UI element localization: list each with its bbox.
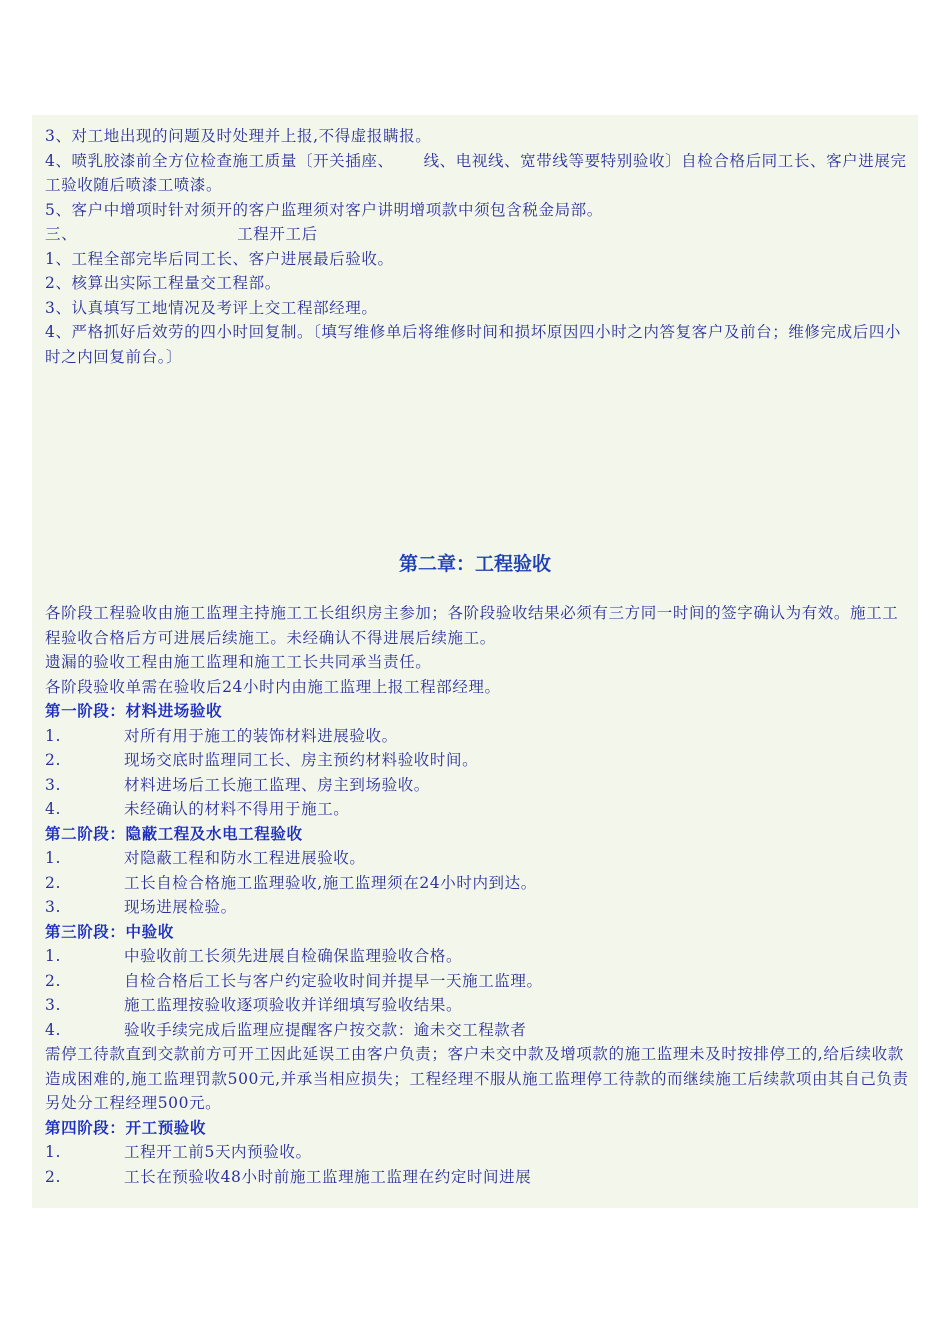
stage-title: 第一阶段：材料进场验收	[45, 702, 223, 720]
item-3: 3、对工地出现的问题及时处理并上报,不得虚报瞒报。	[45, 127, 432, 145]
item-number: 1.	[45, 947, 61, 965]
item-number: 3.	[45, 898, 61, 916]
item-text: 对隐蔽工程和防水工程进展验收。	[124, 849, 366, 867]
section-heading-text: 工程开工后	[237, 225, 318, 243]
item-text: 施工监理按验收逐项验收并详细填写验收结果。	[124, 996, 463, 1014]
item-number: 1.	[45, 726, 61, 745]
item-number: 2.	[45, 971, 61, 990]
list-item	[45, 871, 909, 896]
item-5: 5、客户中增项时针对须开的客户监理须对客户讲明增项款中须包含税金局部。	[45, 200, 603, 219]
item-number: 1.	[45, 849, 61, 867]
list-item	[45, 969, 909, 994]
intro-paragraph: 遗漏的验收工程由施工监理和施工工长共同承当责任。	[45, 653, 432, 671]
item-4-part-b: 线、电视线、宽带线等要特别验收〕自检合格后同工长、客户进展完工验收随后喷漆工喷漆。	[45, 151, 907, 194]
list-item	[45, 1165, 909, 1190]
item-number: 4.	[45, 800, 61, 818]
item-4	[45, 149, 909, 198]
item-text: 对所有用于施工的装饰材料进展验收。	[124, 726, 398, 745]
item-4-part-a: 4、喷乳胶漆前全方位检查施工质量〔开关插座、	[45, 151, 394, 170]
stage-title: 第四阶段：开工预验收	[45, 1118, 207, 1137]
item-number: 3.	[45, 775, 61, 794]
section-heading-num: 三、	[45, 225, 78, 243]
item-number: 2.	[45, 751, 61, 769]
section-heading	[45, 222, 909, 247]
item-text: 材料进场后工长施工监理、房主到场验收。	[124, 775, 430, 794]
list-item	[45, 1018, 909, 1043]
list-item	[45, 797, 909, 822]
item-number: 4.	[45, 1020, 61, 1039]
after-item: 3、认真填写工地情况及考评上交工程部经理。	[45, 298, 378, 317]
after-item: 1、工程全部完毕后同工长、客户进展最后验收。	[45, 249, 394, 268]
section-acceptance	[45, 601, 909, 1189]
chapter-title: 第二章：工程验收	[398, 553, 551, 575]
item-number: 2.	[45, 873, 61, 892]
after-item: 2、核算出实际工程量交工程部。	[45, 274, 281, 292]
stage-title: 第二阶段：隐蔽工程及水电工程验收	[45, 824, 303, 843]
item-number: 3.	[45, 996, 61, 1014]
item-text: 工长在预验收48小时前施工监理施工监理在约定时间进展	[124, 1167, 532, 1186]
section-top	[45, 124, 909, 369]
stage-note: 需停工待款直到交款前方可开工因此延误工由客户负责；客户未交中款及增项款的施工监理未及时按排停工的,给后续收款造成困难的,施工监理罚款500元,并承当相应损失；工程经理不服从施工监理停工待款的而继续施工后续款项由其自己负责另处分工程经理500元。	[45, 1045, 909, 1112]
item-text: 现场进展检验。	[124, 898, 237, 916]
intro-paragraph: 各阶段验收单需在验收后24小时内由施工监理上报工程部经理。	[45, 677, 501, 696]
item-text: 自检合格后工长与客户约定验收时间并提早一天施工监理。	[124, 971, 543, 990]
list-item	[45, 1140, 909, 1165]
list-item	[45, 846, 909, 871]
list-item	[45, 944, 909, 969]
item-text: 未经确认的材料不得用于施工。	[124, 800, 350, 818]
after-item: 4、严格抓好后效劳的四小时回复制。〔填写维修单后将维修时间和损坏原因四小时之内答复客户及前台；维修完成后四小时之内回复前台。〕	[45, 323, 902, 366]
item-text: 现场交底时监理同工长、房主预约材料验收时间。	[124, 751, 479, 769]
item-text: 工程开工前5天内预验收。	[124, 1143, 312, 1161]
item-number: 2.	[45, 1167, 61, 1186]
intro-paragraph: 各阶段工程验收由施工监理主持施工工长组织房主参加；各阶段验收结果必须有三方同一时间的签字确认为有效。施工工程验收合格后方可进展后续施工。未经确认不得进展后续施工。	[45, 604, 899, 647]
item-text: 验收手续完成后监理应提醒客户按交款：逾未交工程款者	[124, 1020, 527, 1039]
list-item	[45, 895, 909, 920]
item-text: 工长自检合格施工监理验收,施工监理须在24小时内到达。	[124, 873, 537, 892]
list-item	[45, 748, 909, 773]
list-item	[45, 773, 909, 798]
stage-title: 第三阶段：中验收	[45, 922, 174, 941]
list-item	[45, 724, 909, 749]
list-item	[45, 993, 909, 1018]
item-number: 1.	[45, 1143, 61, 1161]
item-text: 中验收前工长须先进展自检确保监理验收合格。	[124, 947, 463, 965]
